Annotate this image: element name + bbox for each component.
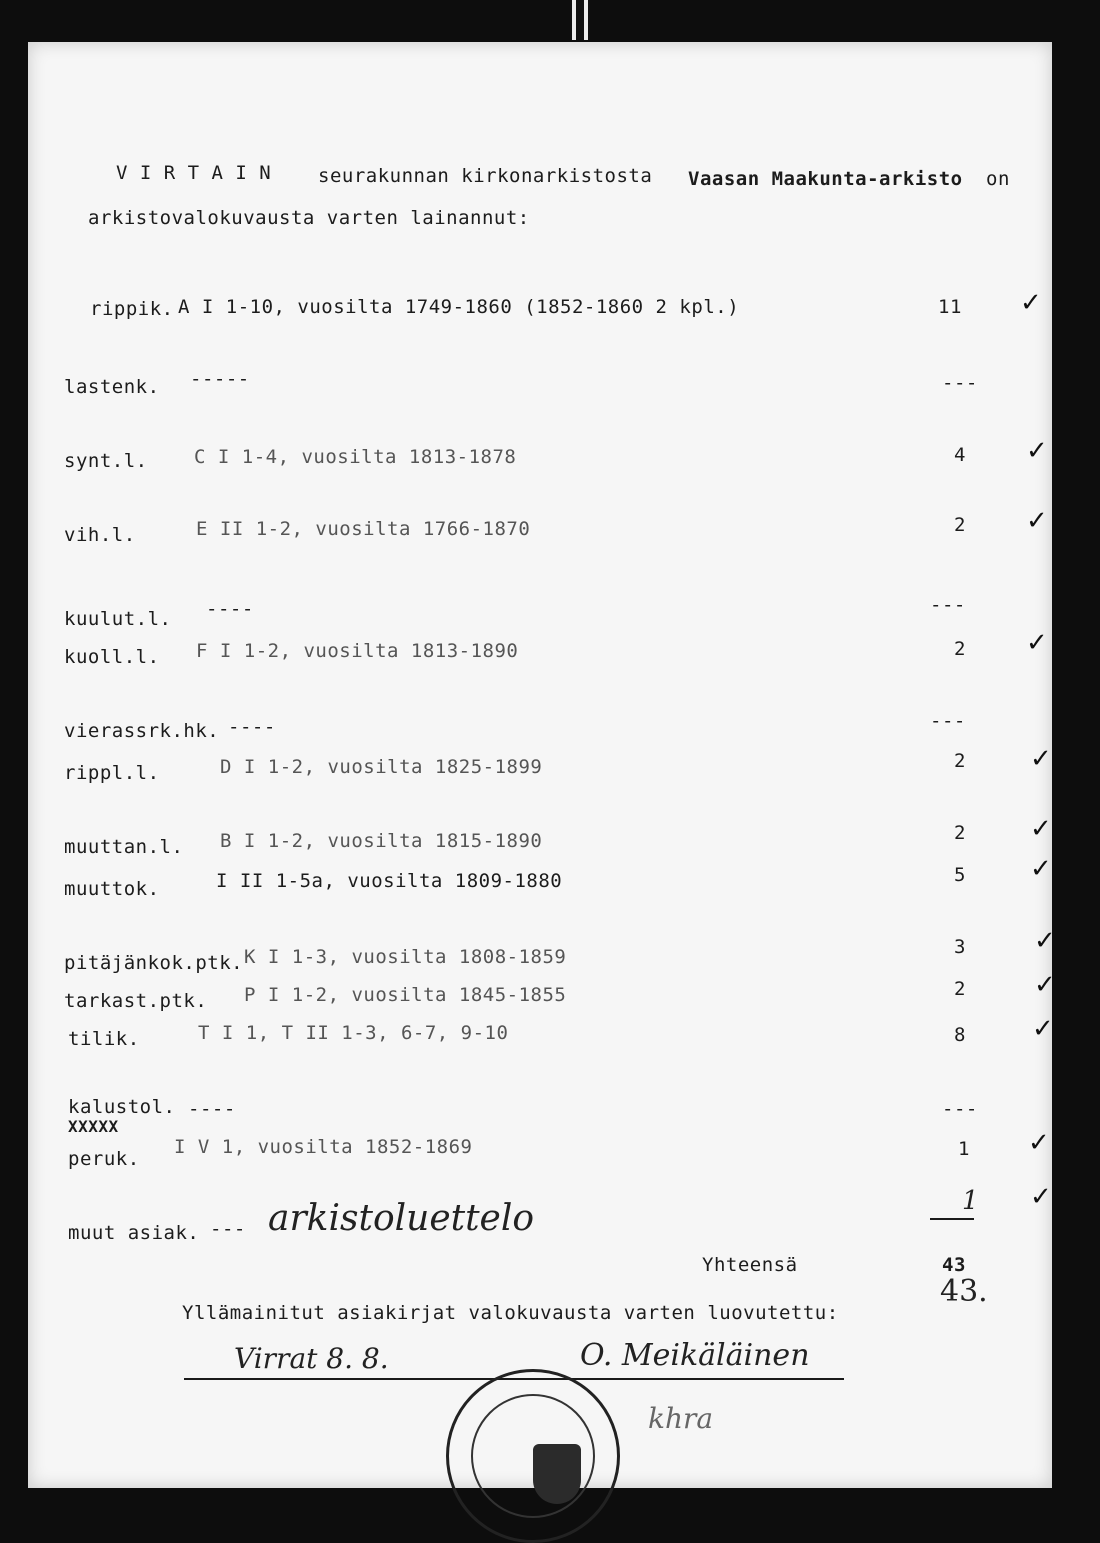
row-count: 11 [938, 296, 962, 318]
document-page [28, 42, 1056, 1488]
checkmark-icon: ✓ [1028, 1128, 1050, 1158]
row-label: tilik. [68, 1028, 140, 1050]
row-count: 8 [954, 1024, 966, 1046]
header-on: on [986, 168, 1010, 190]
checkmark-icon: ✓ [1034, 970, 1056, 1000]
scan-edge-mark [572, 0, 576, 40]
row-count: 2 [954, 514, 966, 536]
row-desc: ---- [206, 598, 254, 620]
row-count: 4 [954, 444, 966, 466]
footer-statement: Yllämainitut asiakirjat valokuvausta varten luovutettu: [182, 1302, 839, 1324]
row-label: kuulut.l. [64, 608, 172, 630]
row-count: 1 [958, 1138, 970, 1160]
row-desc: P I 1-2, vuosilta 1845-1855 [244, 984, 567, 1006]
archive-name: Vaasan Maakunta-arkisto [688, 168, 963, 190]
signature: O. Meikäläinen [580, 1338, 810, 1373]
row-desc: ----- [190, 368, 250, 390]
row-label: kalustol. [68, 1096, 176, 1118]
row-label: rippl.l. [64, 762, 160, 784]
row-label: vih.l. [64, 524, 136, 546]
row-label: vierassrk.hk. [64, 720, 220, 742]
row-count: --- [942, 1098, 978, 1120]
checkmark-icon: ✓ [1020, 288, 1042, 318]
handwritten-description: arkistoluettelo [268, 1198, 535, 1239]
row-count: 1 [962, 1186, 979, 1216]
row-count: 2 [954, 978, 966, 1000]
row-label: lastenk. [64, 376, 160, 398]
row-label: synt.l. [64, 450, 148, 472]
checkmark-icon: ✓ [1026, 506, 1048, 536]
row-label: muuttan.l. [64, 836, 184, 858]
row-desc: B I 1-2, vuosilta 1815-1890 [220, 830, 543, 852]
row-count: --- [930, 594, 966, 616]
scan-edge-mark [584, 0, 588, 40]
checkmark-icon: ✓ [1026, 628, 1048, 658]
church-seal-stamp [446, 1369, 620, 1543]
row-desc: I V 1, vuosilta 1852-1869 [174, 1136, 473, 1158]
row-count: 2 [954, 638, 966, 660]
row-desc: F I 1-2, vuosilta 1813-1890 [196, 640, 519, 662]
row-count: --- [942, 372, 978, 394]
seal-crest-icon [533, 1444, 581, 1504]
row-desc: ---- [188, 1098, 236, 1120]
row-label: rippik. [90, 298, 174, 320]
row-label: peruk. [68, 1148, 140, 1170]
checkmark-icon: ✓ [1030, 814, 1052, 844]
total-handwritten: 43. [940, 1274, 988, 1309]
struck-text: XXXXX [68, 1117, 119, 1136]
row-count: 2 [954, 750, 966, 772]
row-label: pitäjänkok.ptk. [64, 952, 244, 974]
signer-title: khra [648, 1402, 714, 1435]
checkmark-icon: ✓ [1030, 854, 1052, 884]
checkmark-icon: ✓ [1026, 436, 1048, 466]
row-count: 2 [954, 822, 966, 844]
row-desc: K I 1-3, vuosilta 1808-1859 [244, 946, 567, 968]
row-desc: E II 1-2, vuosilta 1766-1870 [196, 518, 531, 540]
total-label: Yhteensä [702, 1254, 798, 1276]
row-label: muuttok. [64, 878, 160, 900]
total-typed: 43 [942, 1254, 966, 1276]
row-desc: I II 1-5a, vuosilta 1809-1880 [216, 870, 563, 892]
checkmark-icon: ✓ [1032, 1014, 1054, 1044]
header-line-2: arkistovalokuvausta varten lainannut: [88, 207, 530, 229]
count-underline [930, 1218, 974, 1220]
row-desc: T I 1, T II 1-3, 6-7, 9-10 [198, 1022, 509, 1044]
row-label: tarkast.ptk. [64, 990, 208, 1012]
row-desc: D I 1-2, vuosilta 1825-1899 [220, 756, 543, 778]
seal-inner-ring [471, 1394, 595, 1518]
checkmark-icon: ✓ [1030, 1182, 1052, 1212]
row-desc: --- [210, 1218, 246, 1240]
row-desc: ---- [228, 716, 276, 738]
checkmark-icon: ✓ [1034, 926, 1056, 956]
row-count: --- [930, 710, 966, 732]
row-desc: A I 1-10, vuosilta 1749-1860 (1852-1860 2 kpl.) [178, 296, 740, 318]
row-label: kuoll.l. [64, 646, 160, 668]
row-label: muut asiak. [68, 1222, 200, 1244]
place-date: Virrat 8. 8. [234, 1342, 389, 1375]
row-count: 3 [954, 936, 966, 958]
checkmark-icon: ✓ [1030, 744, 1052, 774]
parish-name: V I R T A I N [116, 162, 272, 184]
header-line-1: seurakunnan kirkonarkistosta [318, 165, 653, 187]
row-desc: C I 1-4, vuosilta 1813-1878 [194, 446, 517, 468]
row-count: 5 [954, 864, 966, 886]
